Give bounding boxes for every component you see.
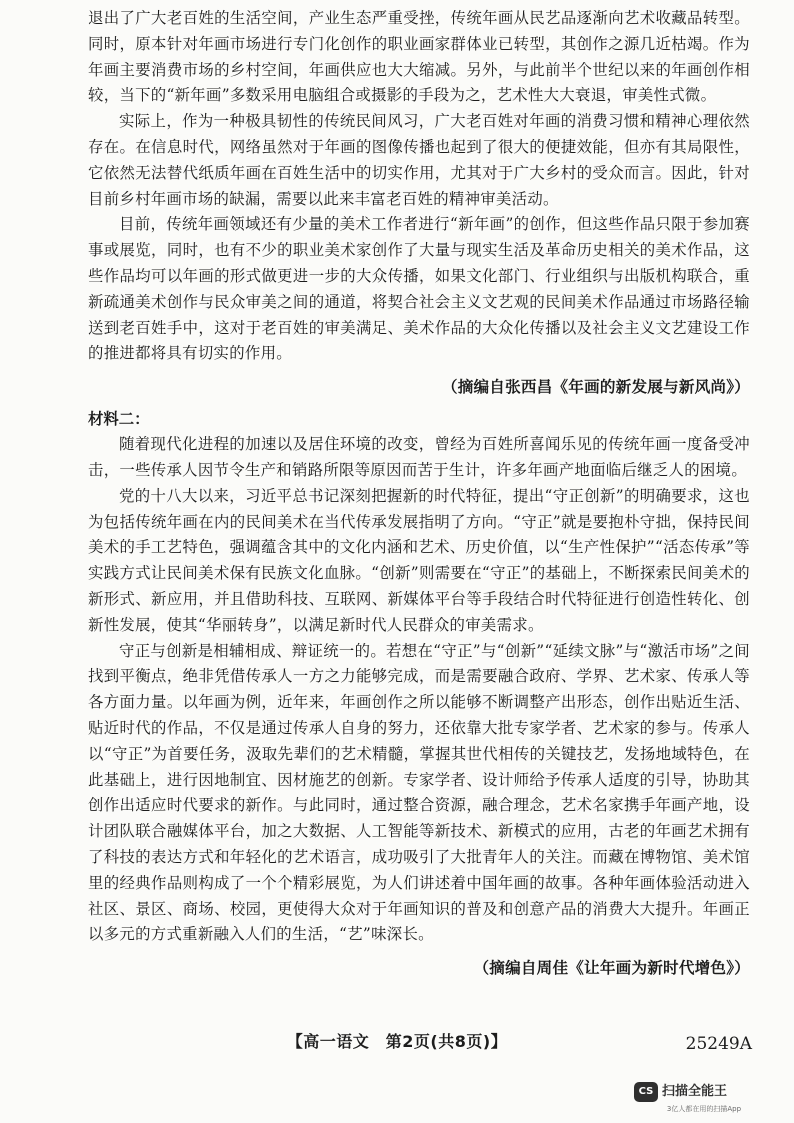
material1-source: （摘编自张西昌《年画的新发展与新风尚》） [441, 378, 750, 397]
document-page [88, 6, 750, 987]
material1-paragraph-3: 目前，传统年画领域还有少量的美术工作者进行“新年画”的创作，但这些作品只限于参加赛事或展览，同时，也有不少的职业美术家创作了大量与现实生活及革命历史相关的美术作品，这些作品均可以年画的形式做更进一步的大众传播，如果文化部门、行业组织与出版机构联合，重新疏通美术创作与民众审美之间的通道，将契合社会主义文艺观的民间美术作品通过市场路径输送到老百姓手中，这对于老百姓的审美满足、美术作品的大众化传播以及社会主义文艺建设工作的推进都将具有切实的作用。 [88, 215, 750, 363]
exam-code: 25249A [685, 1034, 752, 1054]
page-footer [0, 1030, 794, 1056]
watermark-app-name: 扫描全能王 [662, 1084, 728, 1099]
material2-paragraph-1: 随着现代化进程的加速以及居住环境的改变，曾经为百姓所喜闻乐见的传统年画一度备受冲击，一些传承人因节令生产和销路所限等原因而苦于生计，许多年画产地面临后继乏人的困境。 [88, 435, 750, 479]
material1-paragraph-1: 退出了广大老百姓的生活空间，产业生态严重受挫，传统年画从民艺品逐渐向艺术收藏品转型。同时，原本针对年画市场进行专门化创作的职业画家群体业已转型，其创作之源几近枯竭。作为年画主要消费市场的乡村空间，年画供应也大大缩减。另外，与此前半个世纪以来的年画创作相较，当下的“新年画”多数采用电脑组合或摄影的手段为之，艺术性大大衰退，审美性式微。 [88, 9, 750, 105]
material2-heading: 材料二： [88, 410, 150, 429]
scanner-watermark [620, 1082, 780, 1116]
material2-source: （摘编自周佳《让年画为新时代增色》） [473, 959, 750, 978]
page-number-label: 【高一语文 第2页(共8页)】 [286, 1032, 508, 1051]
camscanner-logo-icon: CS [634, 1082, 658, 1102]
material2-paragraph-2: 党的十八大以来，习近平总书记深刻把握新的时代特征，提出“守正创新”的明确要求，这也为包括传统年画在内的民间美术在当代传承发展指明了方向。“守正”就是要抱朴守拙，保持民间美术的手工艺特色，强调蕴含其中的文化内涵和艺术、历史价值，以“生产性保护”“活态传承”等实践方式让民间美术保有民族文化血脉。“创新”则需要在“守正”的基础上，不断探索民间美术的新形式、新应用，并且借助科技、互联网、新媒体平台等手段结合时代特征进行创造性转化、创新性发展，使其“华丽转身”，以满足新时代人民群众的审美需求。 [88, 486, 750, 634]
material1-paragraph-2: 实际上，作为一种极具韧性的传统民间风习，广大老百姓对年画的消费习惯和精神心理依然存在。在信息时代，网络虽然对于年画的图像传播也起到了很大的便捷效能，但亦有其局限性，它依然无法替代纸质年画在百姓生活中的切实作用，尤其对于广大乡村的受众而言。因此，针对目前乡村年画市场的缺漏，需要以此来丰富老百姓的精神审美活动。 [88, 112, 750, 208]
watermark-tagline: 3亿人都在用的扫描App [666, 1105, 742, 1113]
material2-paragraph-3: 守正与创新是相辅相成、辩证统一的。若想在“守正”与“创新”“延续文脉”与“激活市场”之间找到平衡点，绝非凭借传承人一方之力能够完成，而是需要融合政府、学界、艺术家、传承人等各方面力量。以年画为例，近年来，年画创作之所以能够不断调整产出形态，创作出贴近生活、贴近时代的作品，不仅是通过传承人自身的努力，还依靠大批专家学者、艺术家的参与。传承人以“守正”为首要任务，汲取先辈们的艺术精髓，掌握其世代相传的关键技艺，发扬地域特色，在此基础上，进行因地制宜、因材施艺的创新。专家学者、设计师给予传承人适度的引导，协助其创作出适应时代要求的新作。与此同时，通过整合资源，融合理念，艺术名家携手年画产地，设计团队联合融媒体平台，加之大数据、人工智能等新技术、新模式的应用，古老的年画艺术拥有了科技的表达方式和年轻化的艺术语言，成功吸引了大批青年人的关注。而藏在博物馆、美术馆里的经典作品则构成了一个个精彩展览，为人们讲述着中国年画的故事。各种年画体验活动进入社区、景区、商场、校园，更使得大众对于年画知识的普及和创意产品的消费大大提升。年画正以多元的方式重新融入人们的生活，“艺”味深长。 [88, 641, 750, 944]
